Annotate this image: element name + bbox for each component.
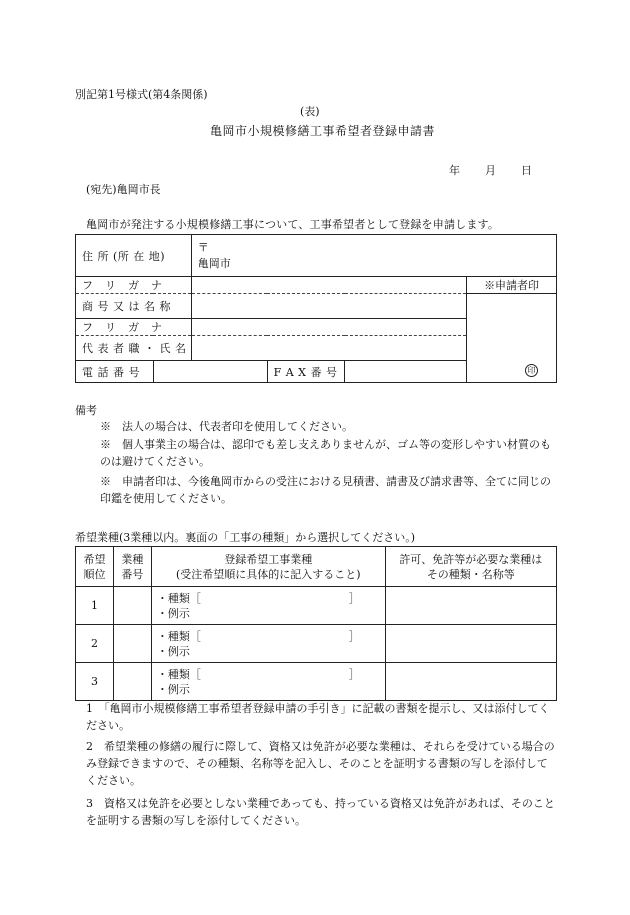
type-close: ］ — [348, 591, 360, 605]
col-license-header-line1: 許可、免許等が必要な業種は — [399, 552, 543, 566]
col-rank-header: 希望順位 — [76, 547, 114, 587]
note-2: 2 希望業種の修繕の履行に際して、資格又は免許が必要な業種は、それらを受けている場合のみ登録できますので、その種類、名称等を記入し、そのことを証明する書類の写しを添付してください。 — [86, 740, 555, 787]
table-row — [76, 625, 557, 663]
row-works-field[interactable] — [151, 587, 385, 625]
address-label: 住 所 (所 在 地) — [76, 235, 192, 277]
remark-item-3: ※ 申請者印は、今後亀岡市からの受注における見積書、請書及び請求書等、全てに同じの印鑑を使用してください。 — [100, 475, 551, 505]
row-rank: 1 — [76, 587, 114, 625]
row-code-field[interactable] — [113, 663, 151, 701]
seal-header: ※申請者印 — [467, 277, 557, 294]
col-license-header — [385, 547, 556, 587]
example-label: ・例示 — [156, 682, 190, 696]
table-row — [76, 587, 557, 625]
note-1: 1 「亀岡市小規模修繕工事希望者登録申請の手引き」に記載の書類を提示し、又は添付してください。 — [86, 702, 550, 732]
intro-text: 亀岡市が発注する小規模修繕工事について、工事希望者として登録を申請します。 — [86, 218, 500, 231]
table-row — [76, 663, 557, 701]
type-label: ・種類［ — [156, 629, 201, 643]
furigana-label: フ リ ガ ナ — [76, 277, 192, 294]
date-month-label: 月 — [485, 164, 496, 177]
note-3: 3 資格又は免許を必要としない業種であっても、持っている資格又は免許があれば、そのことを証明する書類の写しを添付してください。 — [86, 797, 555, 827]
address-value: 亀岡市 — [197, 256, 231, 270]
row-license-field[interactable] — [385, 587, 556, 625]
example-label: ・例示 — [156, 644, 190, 658]
works-heading: 希望業種(3業種以内。裏面の「工事の種類」から選択してください。) — [75, 531, 416, 544]
date-day-label: 日 — [521, 164, 532, 177]
row-code-field[interactable] — [113, 625, 151, 663]
form-side-label: (表) — [300, 105, 320, 118]
fax-field[interactable] — [345, 361, 467, 383]
seal-mark-icon: 印 — [525, 364, 538, 377]
page-title: 亀岡市小規模修繕工事希望者登録申請書 — [210, 124, 436, 138]
date-year-label: 年 — [449, 164, 460, 177]
col-code-header: 業種番号 — [113, 547, 151, 587]
remarks-heading: 備考 — [75, 404, 97, 417]
row-code-field[interactable] — [113, 587, 151, 625]
fax-label: F A X 番 号 — [267, 361, 345, 383]
representative-field[interactable] — [191, 336, 466, 361]
type-label: ・種類［ — [156, 667, 201, 681]
applicant-table — [75, 234, 557, 383]
type-close: ］ — [348, 667, 360, 681]
trade-name-furigana-field[interactable] — [191, 277, 466, 294]
remark-item-2: ※ 個人事業主の場合は、認印でも差し支えありませんが、ゴム等の変形しやすい材質のものは避けてください。 — [100, 438, 551, 468]
col-license-header-line2: その種類・名称等 — [426, 567, 515, 581]
trade-name-label: 商 号 又 は 名 称 — [76, 294, 192, 319]
addressee: (宛先)亀岡市長 — [86, 183, 161, 196]
phone-label: 電 話 番 号 — [76, 361, 154, 383]
phone-field[interactable] — [153, 361, 267, 383]
remark-item-1: ※ 法人の場合は、代表者印を使用してください。 — [100, 420, 353, 433]
row-works-field[interactable] — [151, 663, 385, 701]
type-label: ・種類［ — [156, 591, 201, 605]
form-reference: 別記第1号様式(第4条関係) — [75, 88, 208, 101]
row-works-field[interactable] — [151, 625, 385, 663]
postal-mark: 〒 — [197, 240, 209, 254]
col-works-header-line2: (受注希望順に具体的に記入すること) — [175, 567, 361, 581]
col-works-header — [151, 547, 385, 587]
works-table — [75, 546, 557, 701]
type-close: ］ — [348, 629, 360, 643]
representative-furigana-field[interactable] — [191, 319, 466, 336]
seal-area[interactable] — [467, 294, 557, 383]
trade-name-field[interactable] — [191, 294, 466, 319]
row-license-field[interactable] — [385, 663, 556, 701]
example-label: ・例示 — [156, 606, 190, 620]
row-rank: 2 — [76, 625, 114, 663]
representative-label: 代 表 者 職 ・ 氏 名 — [76, 336, 192, 361]
row-rank: 3 — [76, 663, 114, 701]
row-license-field[interactable] — [385, 625, 556, 663]
address-field[interactable] — [191, 235, 556, 277]
furigana-label-2: フ リ ガ ナ — [76, 319, 192, 336]
col-works-header-line1: 登録希望工事業種 — [224, 552, 313, 566]
